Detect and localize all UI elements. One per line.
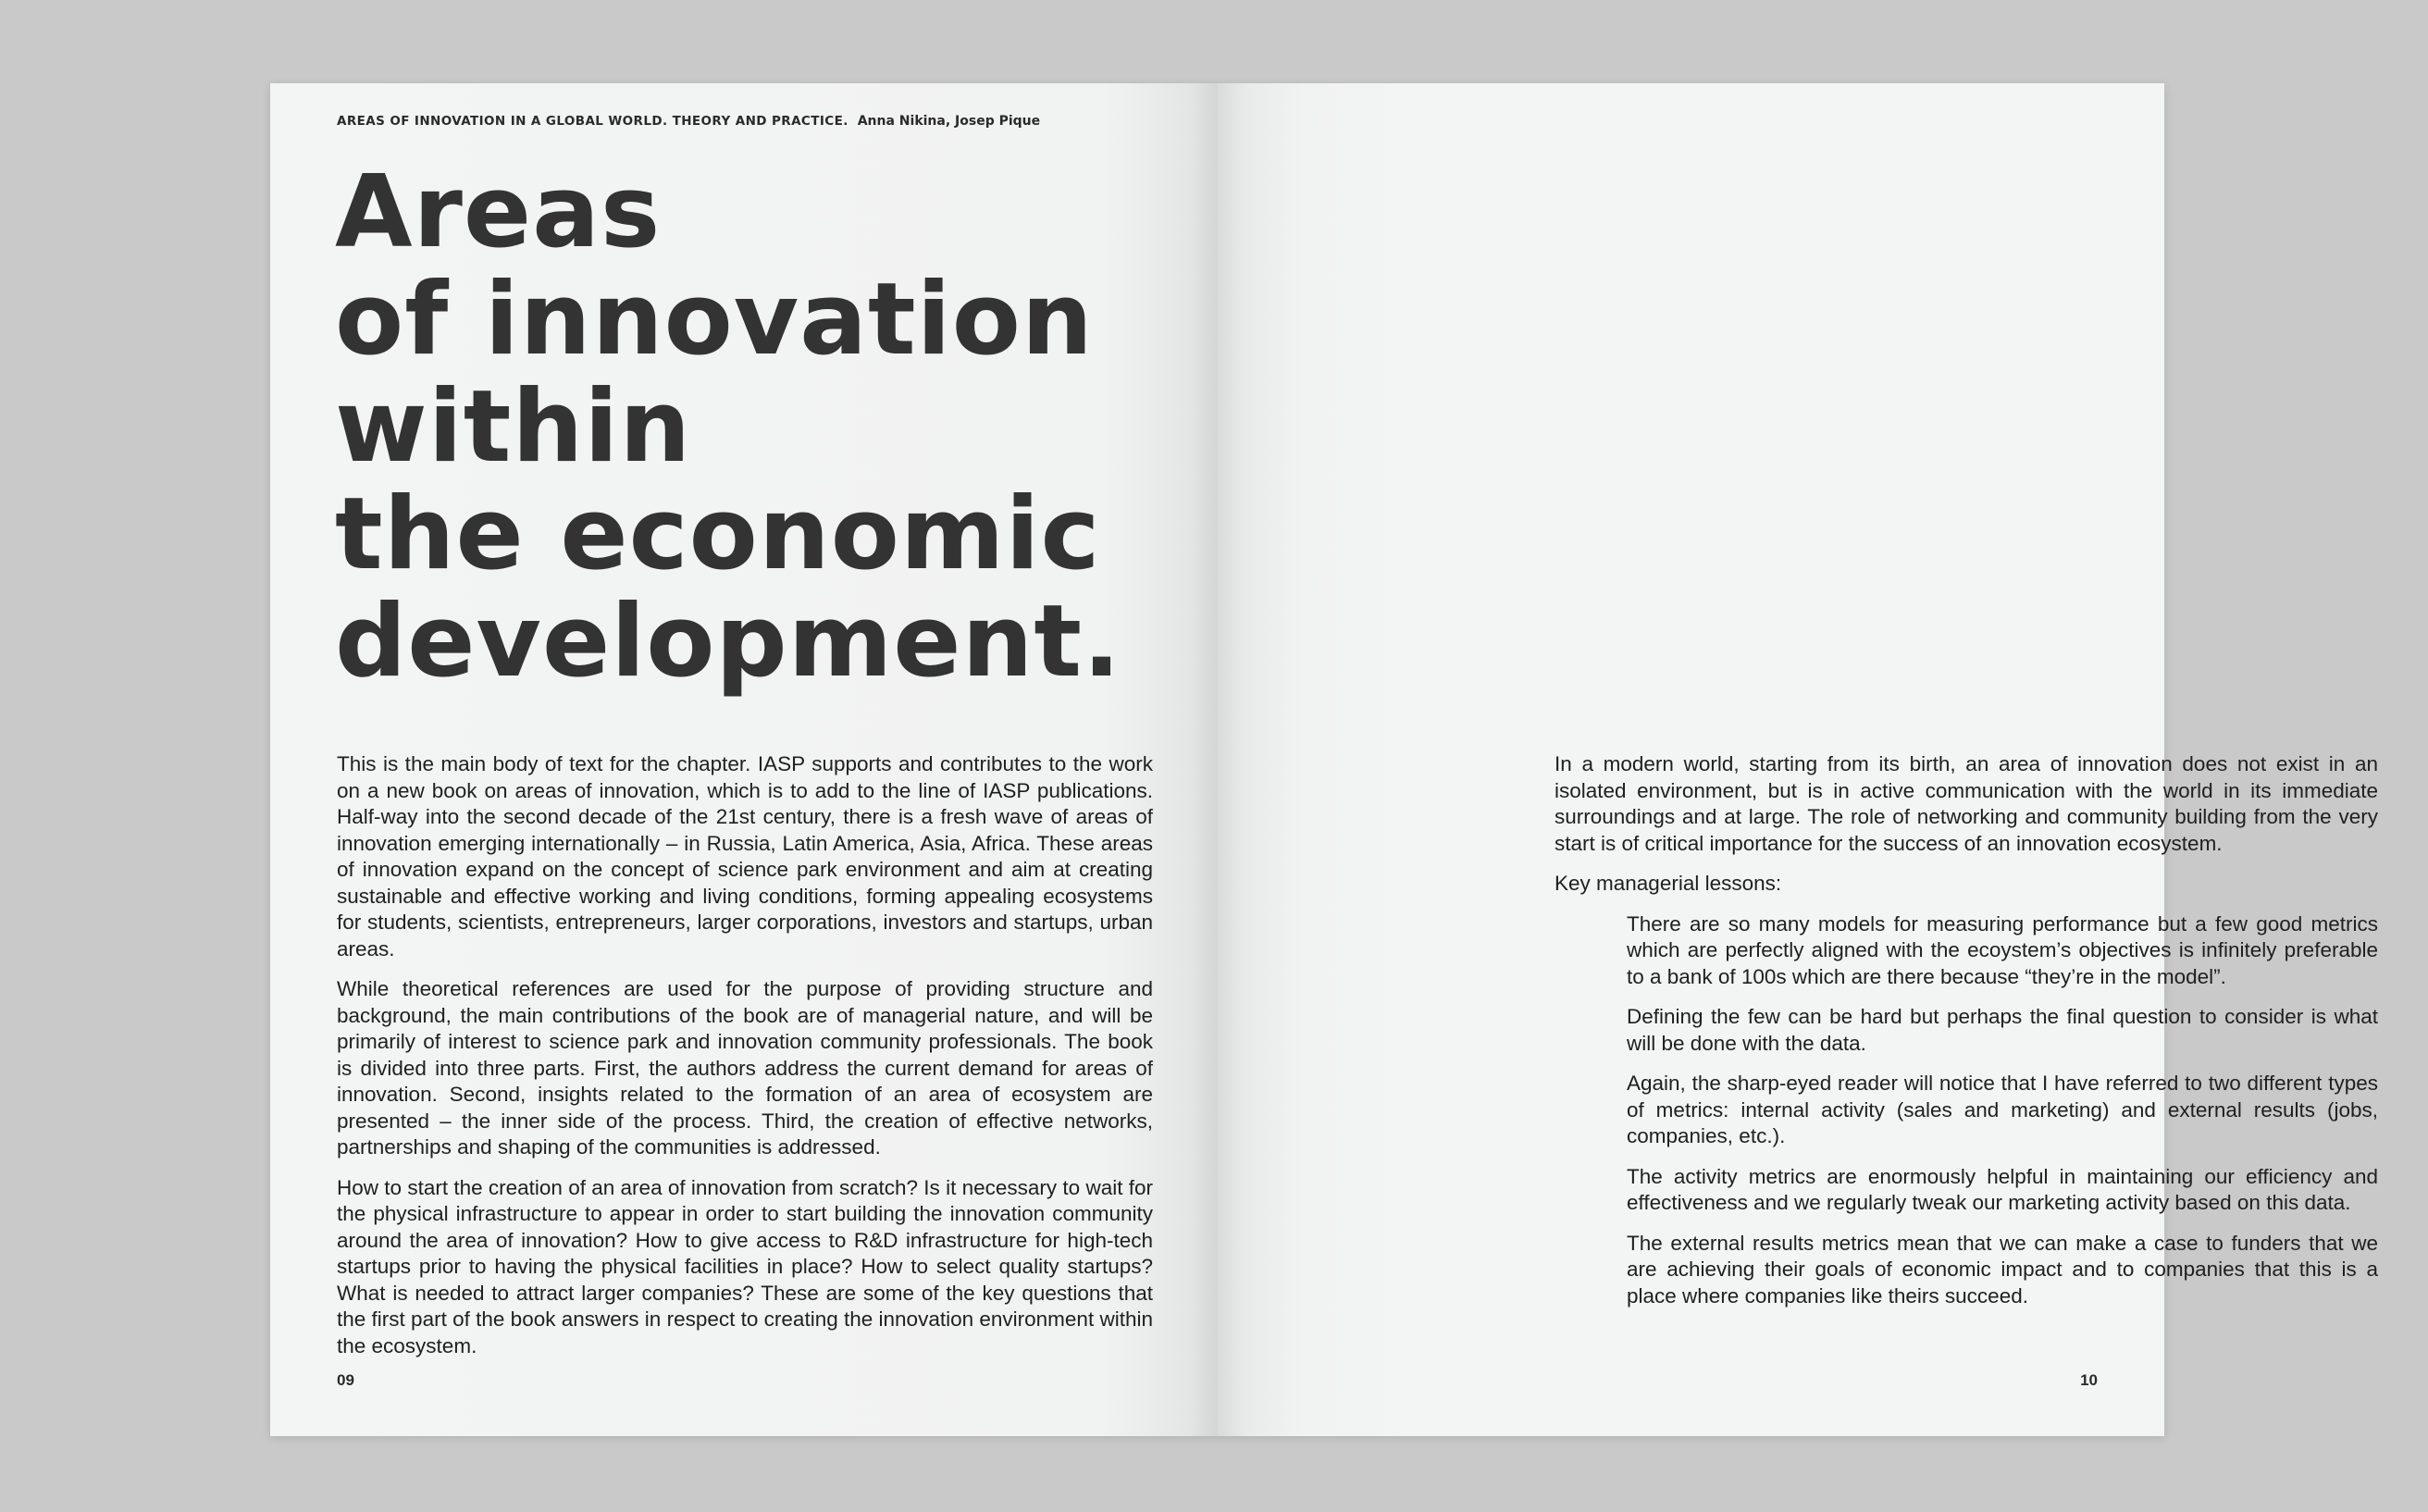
running-head-authors: Anna Nikina, Josep Pique [857,114,1041,129]
running-head-title: AREAS OF INNOVATION IN A GLOBAL WORLD. THEORY AND PRACTICE. [337,114,849,129]
headline-line: Areas [335,155,662,270]
lesson-paragraph: The activity metrics are enormously helpful in maintaining our efficiency and effectiveness and we regularly tweak our marketing activity based on this data. [1627,1164,2378,1214]
lessons-list [1555,911,2378,1310]
body-paragraph: This is the main body of text for the chapter. IASP supports and contributes to the work on a new book on areas of innovation, which is to add to the line of IASP publications. Half-way into the second decade of the 21st century, there is a fresh wave of areas of innovation emerging internationally – in Russia, Latin America, Asia, Africa. These areas of innovation expand on the concept of science park environment and aim at creating sustainable and effective working and living conditions, forming appealing ecosystems for students, scientists, entrepreneurs, larger corporations, investors and startups, urban areas. [337,752,1153,960]
body-paragraph: While theoretical references are used for the purpose of providing structure and background, the main contributions of the book are of managerial nature, and will be primarily of interest to science park and innovation community professionals. The book is divided into three parts. First, the authors address the current demand for areas of innovation. Second, insights related to the formation of an area of ecosystem are presented – the inner side of the process. Third, the creation of effective networks, partnerships and shaping of the communities is addressed. [337,977,1153,1159]
book-spread [270,83,2378,1436]
body-paragraph: How to start the creation of an area of innovation from scratch? Is it necessary to wait for the physical infrastructure to appear in order to start building the innovation community around the area of innovation? How to give access to R&D infrastructure for high-tech startups prior to having the physical facilities in place? How to select quality startups? What is needed to attract larger companies? These are some of the key questions that the first part of the book answers in respect to creating the innovation environment within the ecosystem. [337,1175,1153,1357]
page-number-right: 10 [2080,1371,2098,1389]
headline-line: development. [335,584,1122,700]
right-body-text [1555,751,2378,1323]
chapter-headline [335,155,1122,700]
page-number-left: 09 [337,1371,354,1389]
running-head [337,114,1040,129]
headline-line: of innovation [335,262,1094,378]
lesson-paragraph: The external results metrics mean that we can make a case to funders that we are achieving their goals of economic impact and to companies that this is a place where companies like theirs succeed. [1627,1231,2378,1308]
headline-line: the economic [335,477,1101,592]
intro-paragraph: In a modern world, starting from its birth, an area of innovation does not exist in an isolated environment, but is in active communication with the world in its immediate surroundings and at large. The role of networking and community building from the very start is of critical importance for the success of an innovation ecosystem. [1555,752,2378,855]
right-page [1218,83,2378,1436]
lessons-heading: Key managerial lessons: [1555,872,1782,895]
headline-line: within [335,369,692,485]
lesson-paragraph: Again, the sharp-eyed reader will notice that I have referred to two different types of metrics: internal activity (sales and marketing) and external results (jobs, companies, etc.). [1627,1072,2378,1147]
left-body-text [337,751,1153,1373]
left-page [270,83,1218,1436]
lesson-paragraph: Defining the few can be hard but perhaps the final question to consider is what will be done with the data. [1627,1005,2378,1055]
lesson-paragraph: There are so many models for measuring performance but a few good metrics which are perfectly aligned with the ecoystem’s objectives is infinitely preferable to a bank of 100s which are there because “they’re in the model”. [1627,911,2378,988]
